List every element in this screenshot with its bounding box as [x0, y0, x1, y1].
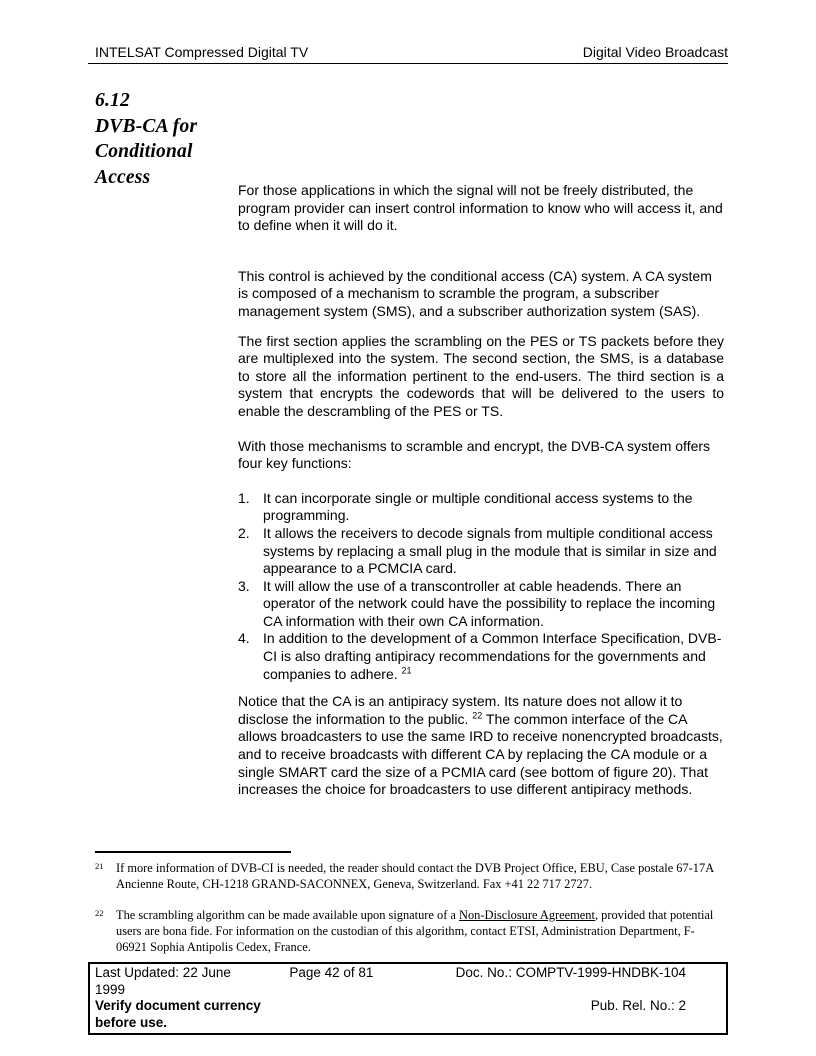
- footer-verify-notice: Verify document currency before use.: [95, 998, 261, 1030]
- section-title-line-2: Conditional: [95, 141, 193, 162]
- footnote-22-marker: 22: [95, 908, 104, 918]
- notice-text-part1: Notice that the CA is an antipiracy system. Its nature does not allow it to disclose the information to the public.: [238, 693, 683, 727]
- list-item-text: It will allow the use of a transcontroller at cable headends. There an operator of the network could have the possibility to replace the incoming CA information with their own CA information.: [263, 577, 716, 629]
- footnote-22-underlined-term: Non-Disclosure Agreement: [459, 908, 595, 922]
- list-item-number: 4.: [238, 630, 250, 647]
- header-left-title: INTELSAT Compressed Digital TV: [95, 44, 309, 60]
- section-number: 6.12: [95, 90, 130, 111]
- notice-text-part2: The common interface of the CA allows broadcasters to use the same IRD to receive nonencrypted broadcasts, and to receive broadcasts with different CA by replacing the CA module or a single SMART card the size of a PCMIA card (see bottom of figure 20). That increases the choice for broadcasters to use different antipiracy methods.: [238, 710, 723, 798]
- list-item: [238, 525, 724, 578]
- footer-pub-release: Pub. Rel. No.: 2: [590, 998, 686, 1013]
- footer-row-1: [90, 965, 726, 998]
- paragraph-sections: The first section applies the scrambling on the PES or TS packets before they are multiplexed into the system. The second section, the SMS, is a database to store all the information pertinent to the end-users. The third section is a system that encrypts the codewords that will be delivered to the users to enable the descrambling of the PES or TS.: [238, 332, 724, 419]
- list-item-text: In addition to the development of a Common Interface Specification, DVB-CI is also drafting antipiracy recommendations for the governments and companies to adhere.: [263, 630, 722, 682]
- footnote-21: [95, 860, 723, 892]
- footer-page-number: Page 42 of 81: [289, 965, 374, 980]
- body-text-column: [238, 182, 724, 799]
- footnote-22: [95, 907, 723, 955]
- footer-last-updated: Last Updated: 22 June 1999: [95, 965, 231, 997]
- footnote-reference-22: 22: [472, 710, 483, 721]
- list-item: [238, 490, 724, 525]
- footnote-reference-21: 21: [401, 665, 412, 675]
- section-title-line-1: DVB-CA for: [95, 115, 198, 137]
- footer-row2-spacer: [264, 998, 399, 1031]
- list-item-number: 2.: [238, 524, 250, 541]
- footnote-21-text: If more information of DVB-CI is needed, the reader should contact the DVB Project Office, EBU, Case postale 67-17A Ancienne Route, CH-1218 GRAND-SACONNEX, Geneva, Switzerland. Fax +41 22 717 2727.: [116, 861, 714, 891]
- footer-row-2: [90, 998, 726, 1031]
- footer-info-box: [88, 962, 728, 1035]
- list-item: [238, 578, 724, 631]
- section-heading: [95, 88, 245, 190]
- footnote-21-marker: 21: [95, 861, 104, 871]
- paragraph-intro: For those applications in which the signal will not be freely distributed, the program provider can insert control information to know who will access it, and to define when it will do it.: [238, 182, 723, 234]
- list-item-text: It can incorporate single or multiple conditional access systems to the programming.: [263, 489, 693, 524]
- footnotes-section: [95, 851, 723, 970]
- list-item-number: 1.: [238, 489, 250, 506]
- key-functions-list: [238, 490, 724, 684]
- header-right-title: Digital Video Broadcast: [582, 44, 728, 60]
- section-title-line-3: Access: [95, 166, 151, 188]
- footnote-separator-rule: [95, 851, 291, 853]
- paragraph-ca-system: This control is achieved by the conditional access (CA) system. A CA system is composed of a mechanism to scramble the program, a subscriber management system (SMS), and a subscriber authorization system (SAS).: [238, 267, 712, 319]
- footer-doc-number: Doc. No.: COMPTV-1999-HNDBK-104: [455, 965, 686, 980]
- footnote-22-text-before: The scrambling algorithm can be made available upon signature of a: [116, 908, 460, 922]
- paragraph-key-functions-lead: With those mechanisms to scramble and encrypt, the DVB-CA system offers four key functions:: [238, 437, 711, 472]
- page-header: [88, 44, 728, 64]
- list-item: [238, 630, 724, 683]
- paragraph-notice: [238, 693, 724, 799]
- list-item-number: 3.: [238, 577, 250, 594]
- list-item-text: It allows the receivers to decode signals from multiple conditional access systems by replacing a small plug in the module that is similar in size and appearance to a PCMCIA card.: [263, 524, 717, 577]
- footnote-22-text-after: , provided that potential users are bona fide. For information on the custodian of this algorithm, contact ETSI, Administration Department, F-06921 Sophia Antipolis Cedex, France.: [116, 908, 714, 954]
